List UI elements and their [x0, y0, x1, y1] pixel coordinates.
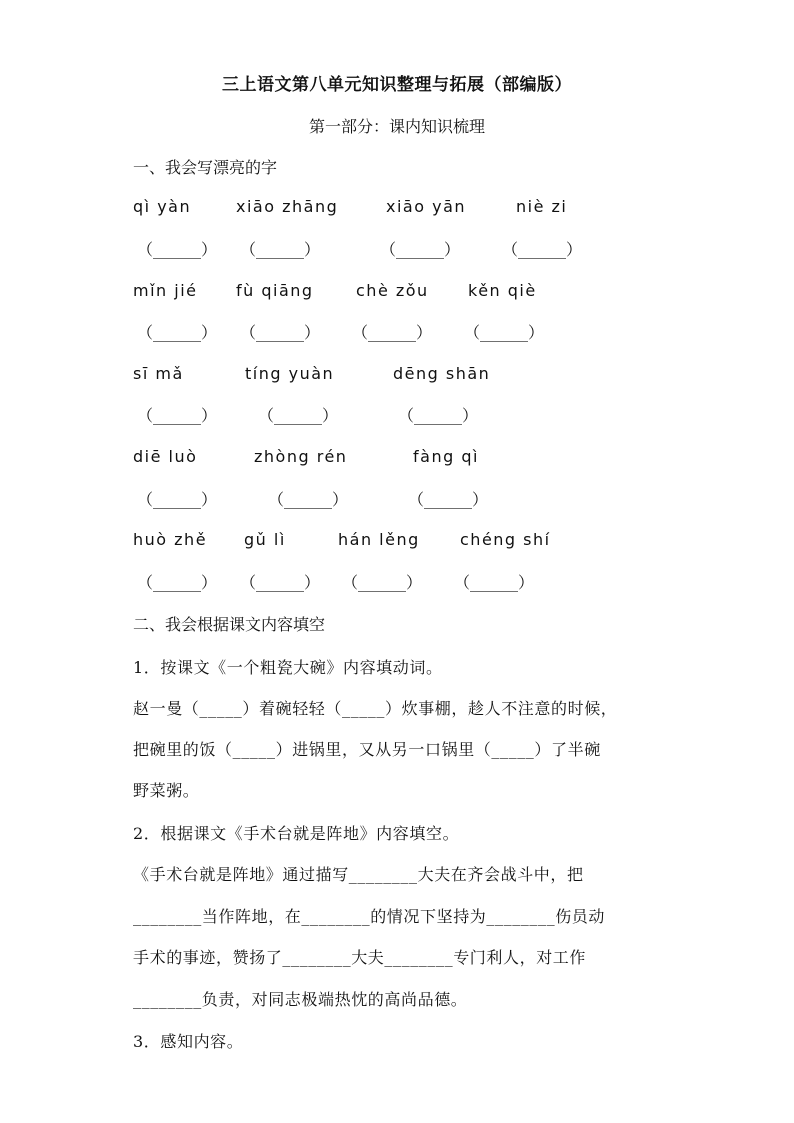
question-2-line[interactable]: 手术的事迹，赞扬了________大夫________专门利人，对工作	[133, 948, 587, 967]
section-heading-1: 一、我会写漂亮的字	[133, 158, 278, 177]
answer-blank[interactable]: （______）	[352, 323, 433, 342]
answer-blank[interactable]: （______）	[454, 573, 535, 592]
pinyin-item: fàng qì	[413, 447, 479, 466]
question-2-line[interactable]: 《手术台就是阵地》通过描写________大夫在齐会战斗中，把	[133, 865, 584, 884]
pinyin-item: tíng yuàn	[245, 364, 335, 383]
blank-row-1	[0, 237, 794, 261]
pinyin-item: dēng shān	[393, 364, 491, 383]
pinyin-item: xiāo yān	[386, 197, 467, 216]
pinyin-item: qì yàn	[133, 197, 192, 216]
answer-blank[interactable]: （______）	[240, 323, 321, 342]
pinyin-item: chéng shí	[460, 530, 551, 549]
pinyin-item: xiāo zhāng	[236, 197, 339, 216]
answer-blank[interactable]: （______）	[137, 240, 218, 259]
question-2-line[interactable]: ________当作阵地，在________的情况下坚持为________伤员动	[133, 907, 606, 926]
blank-row-5	[0, 570, 794, 594]
answer-blank[interactable]: （______）	[342, 573, 423, 592]
pinyin-row-4	[0, 447, 794, 471]
question-2-line[interactable]: ________负责，对同志极端热忱的高尚品德。	[133, 990, 468, 1009]
answer-blank[interactable]: （______）	[258, 406, 339, 425]
pinyin-row-5	[0, 530, 794, 554]
question-1-prompt: 1．按课文《一个粗瓷大碗》内容填动词。	[133, 658, 443, 677]
pinyin-item: chè zǒu	[356, 281, 429, 300]
pinyin-item: niè zi	[516, 197, 568, 216]
pinyin-item: kěn qiè	[468, 281, 537, 300]
pinyin-item: huò zhě	[133, 530, 208, 549]
pinyin-row-1	[0, 197, 794, 221]
answer-blank[interactable]: （______）	[502, 240, 583, 259]
pinyin-row-2	[0, 281, 794, 305]
pinyin-item: sī mǎ	[133, 364, 184, 383]
blank-row-4	[0, 487, 794, 511]
pinyin-item: hán lěng	[338, 530, 420, 549]
answer-blank[interactable]: （______）	[137, 490, 218, 509]
pinyin-row-3	[0, 364, 794, 388]
pinyin-item: gǔ lì	[244, 530, 286, 549]
question-1-line: 野菜粥。	[133, 781, 200, 800]
question-1-line[interactable]: 把碗里的饭（_____）进锅里，又从另一口锅里（_____）了半碗	[133, 740, 601, 759]
answer-blank[interactable]: （______）	[408, 490, 489, 509]
section-heading-2: 二、我会根据课文内容填空	[133, 615, 326, 634]
pinyin-item: diē luò	[133, 447, 198, 466]
pinyin-item: mǐn jié	[133, 281, 198, 300]
pinyin-item: zhòng rén	[254, 447, 348, 466]
blank-row-3	[0, 403, 794, 427]
question-1-line[interactable]: 赵一曼（_____）着碗轻轻（_____）炊事棚，趁人不注意的时候，	[133, 699, 618, 718]
answer-blank[interactable]: （______）	[268, 490, 349, 509]
answer-blank[interactable]: （______）	[137, 573, 218, 592]
answer-blank[interactable]: （______）	[137, 323, 218, 342]
answer-blank[interactable]: （______）	[398, 406, 479, 425]
answer-blank[interactable]: （______）	[464, 323, 545, 342]
blank-row-2	[0, 320, 794, 344]
question-3-prompt: 3．感知内容。	[133, 1032, 244, 1051]
question-2-prompt: 2．根据课文《手术台就是阵地》内容填空。	[133, 824, 460, 843]
answer-blank[interactable]: （______）	[380, 240, 461, 259]
pinyin-item: fù qiāng	[236, 281, 314, 300]
answer-blank[interactable]: （______）	[240, 240, 321, 259]
part-subtitle: 第一部分：课内知识梳理	[308, 117, 485, 136]
answer-blank[interactable]: （______）	[137, 406, 218, 425]
answer-blank[interactable]: （______）	[240, 573, 321, 592]
page-title: 三上语文第八单元知识整理与拓展（部编版）	[222, 75, 572, 95]
